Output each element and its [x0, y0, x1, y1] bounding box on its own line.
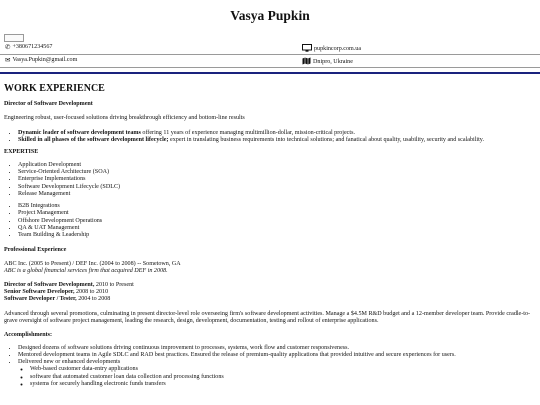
- expertise-heading: EXPERTISE: [4, 149, 39, 156]
- phone-text: +380671234567: [12, 44, 53, 51]
- company-line: ABC Inc. (2005 to Present) / DEF Inc. (2004 to 2008) -- Sometown, GA: [4, 261, 181, 267]
- header-divider: [0, 72, 540, 74]
- list-item: • B2B Integrations: [18, 203, 536, 210]
- job-titles: [4, 282, 536, 304]
- job-title: Director of Software Development: [4, 101, 93, 107]
- envelope-icon: ✉: [5, 57, 11, 64]
- expertise-list-a: [4, 162, 536, 199]
- list-item: • Project Management: [18, 210, 536, 217]
- job-title-line: Senior Software Developer, 2008 to 2010: [4, 288, 109, 295]
- professional-experience-heading: Professional Experience: [4, 246, 67, 253]
- expertise-list-b: [4, 203, 536, 240]
- phone-contact: [5, 44, 52, 52]
- role-description: Advanced through several promotions, culminating in present director-level role overseeing firm's software development activities. Manage a $4.5M R&D budget and a 12-member developer team. Provide cradle-to-grave oversight of software project management, leading the research, design, development, documentation, testing and rollout of enterprise applications.: [4, 310, 531, 324]
- accomplishments-heading: Accomplishments:: [4, 332, 53, 339]
- company-note: ABC is a global financial services firm that acquired DEF in 2008.: [4, 268, 168, 275]
- highlights-list: [4, 130, 536, 145]
- job-title-line: Director of Software Development, 2010 to Present: [4, 281, 134, 288]
- contact-divider-1: [0, 54, 540, 55]
- list-item: • Team Building & Leadership: [18, 232, 536, 239]
- resume-name: Vasya Pupkin: [230, 8, 310, 23]
- list-item: • Dynamic leader of software development teams offering 11 years of experience managing multimillion-dollar, mission-critical projects.: [18, 130, 536, 137]
- list-item: • Enterprise Implementations: [18, 176, 536, 183]
- website-link[interactable]: pupkincorp.com.ua: [314, 45, 362, 52]
- list-item: • Service-Oriented Architecture (SOA): [18, 169, 536, 176]
- email-contact[interactable]: [5, 57, 77, 65]
- list-item: • Designed dozens of software solutions driving continuous improvement to processes, systems, work flow and customer responsiveness.: [18, 345, 536, 352]
- resume-body: [4, 83, 536, 392]
- list-item: • Mentored development teams in Agile SDLC and RAD best practices. Ensured the release of premium-quality applications that provided intuitive and secure experiences for users.: [18, 352, 536, 359]
- location-text: Dnipro, Ukraine: [313, 58, 353, 65]
- list-item: • Delivered new or enhanced developments ◦ Web-based customer data-entry applications ◦ software that automated customer loan data collection and processing functions ◦ systems for securely handling electronic funds transfers: [18, 359, 536, 388]
- email-link[interactable]: Vasya.Pupkin@gmail.com: [12, 57, 78, 64]
- broken-image-icon: [4, 34, 24, 42]
- phone-icon: ✆: [5, 44, 11, 51]
- list-item: • Application Development: [18, 162, 536, 169]
- work-experience-heading: WORK EXPERIENCE: [4, 83, 105, 94]
- job-title-line: Software Developer / Tester, 2004 to 2008: [4, 296, 111, 303]
- list-item: ◦ systems for securely handling electronic funds transfers: [30, 381, 536, 388]
- sub-accomplishments-list: [18, 366, 536, 388]
- list-item: ◦ software that automated customer loan data collection and processing functions: [30, 374, 536, 381]
- list-item: ◦ Web-based customer data-entry applications: [30, 366, 536, 373]
- list-item: • Software Development Lifecycle (SDLC): [18, 184, 536, 191]
- list-item: • Release Management: [18, 191, 536, 198]
- accomplishments-list: [4, 345, 536, 389]
- list-item: • Skilled in all phases of the software development lifecycle; expert in translating business requirements into technical solutions; and fanatical about quality, usability, security and scalability.: [18, 137, 536, 144]
- summary-text: Engineering robust, user-focused solutions driving breakthrough efficiency and bottom-line results: [4, 115, 245, 122]
- list-item: • QA & UAT Management: [18, 225, 536, 232]
- list-item: • Offshore Development Operations: [18, 218, 536, 225]
- contact-divider-2: [0, 67, 540, 68]
